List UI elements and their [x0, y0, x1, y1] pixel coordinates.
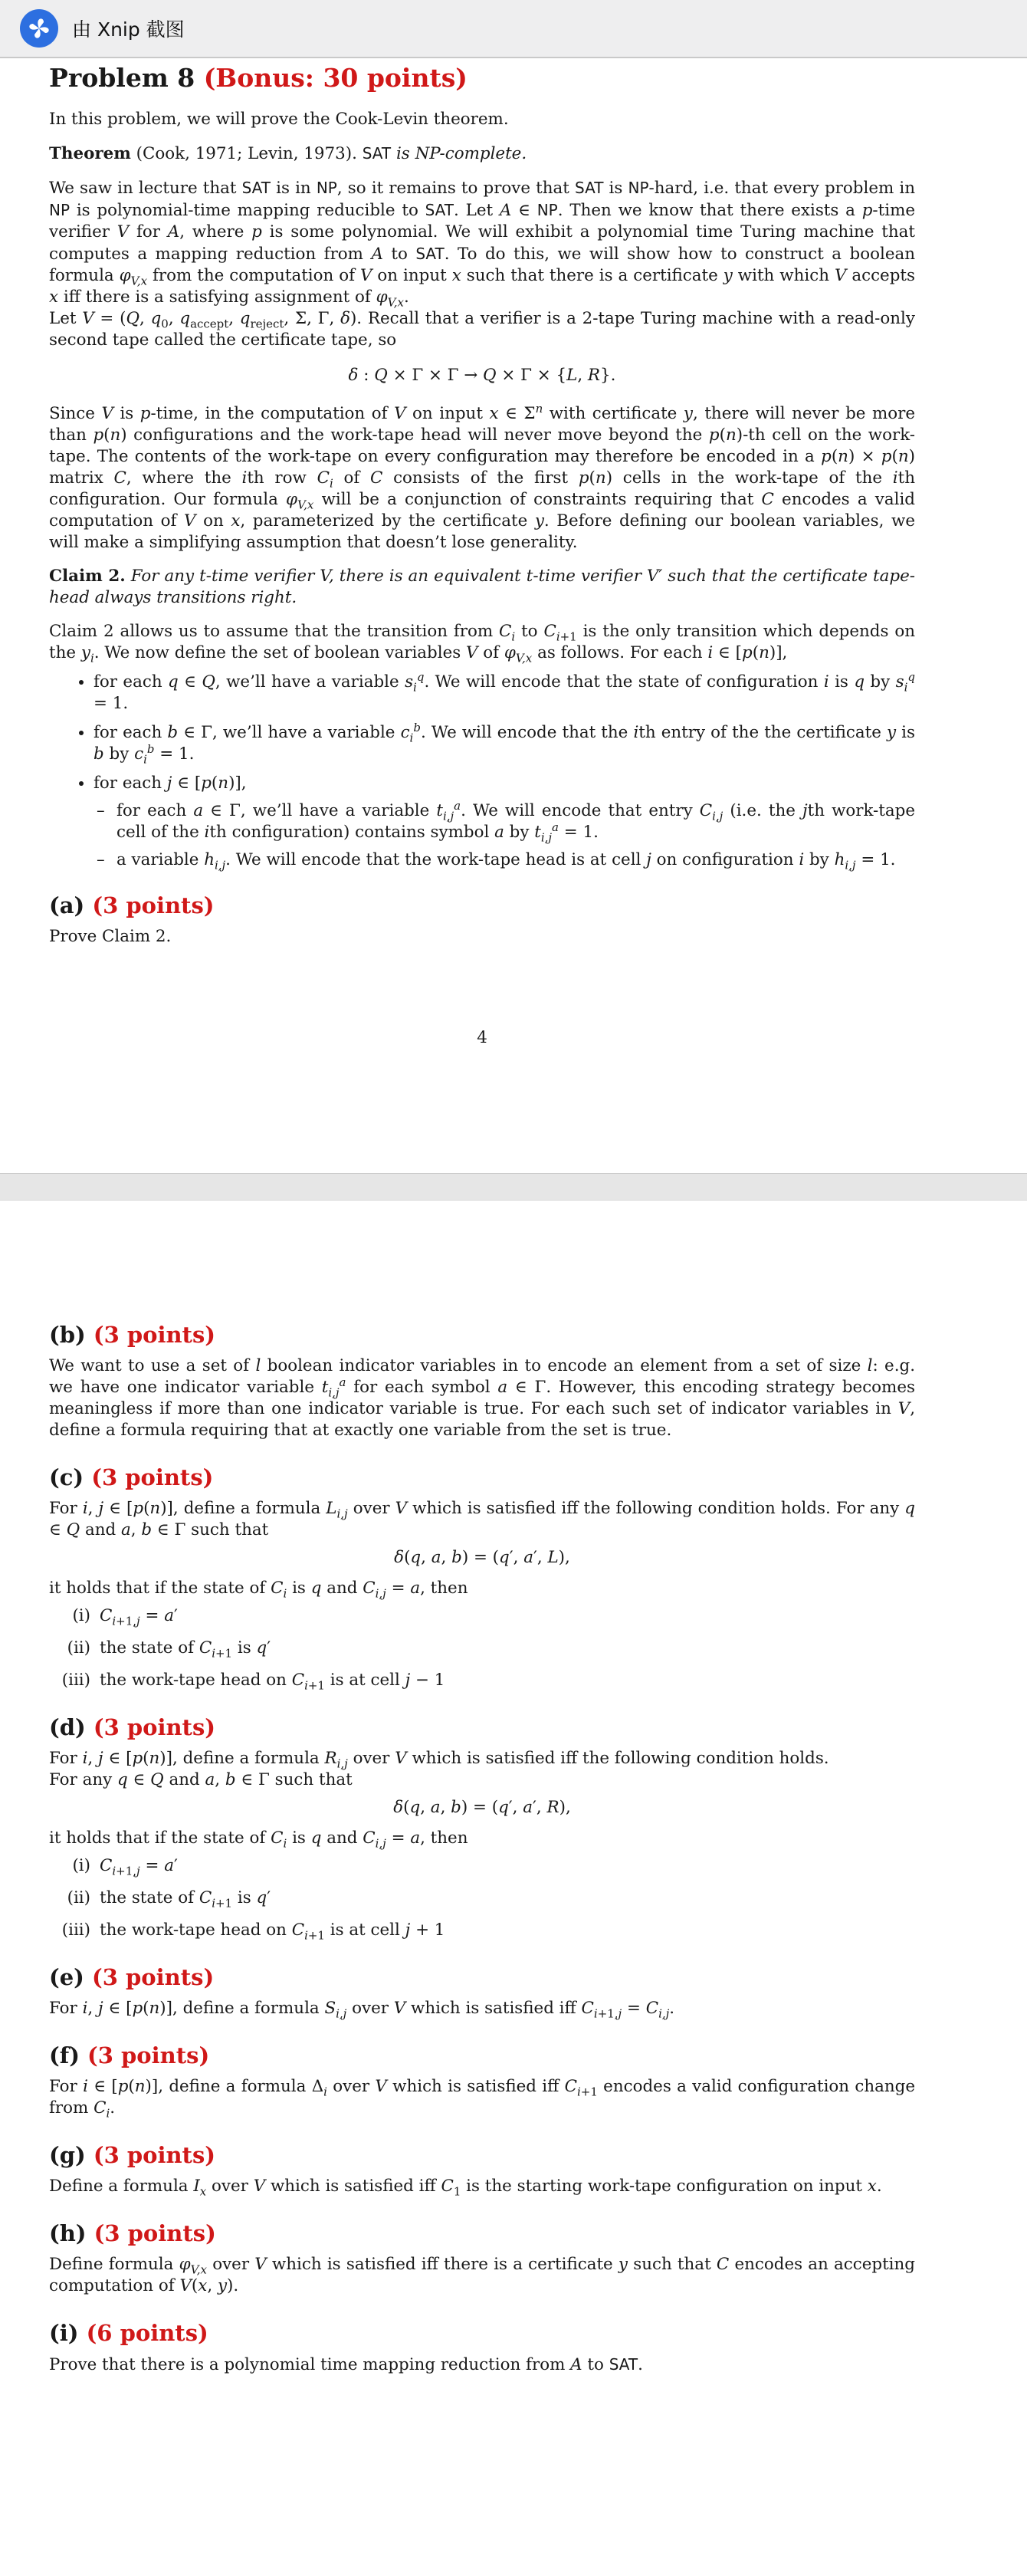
- part-c-conditions-list: [49, 1605, 915, 1691]
- part-i: [49, 2318, 915, 2376]
- app-title: 由 Xnip 截图: [72, 18, 185, 41]
- problem-title: Problem 8: [49, 63, 195, 93]
- part-d-conditions-list: [49, 1855, 915, 1941]
- part-d-condition: it holds that if the state of $C_i$ is q and $C_{i,j} = a$, then: [49, 1829, 468, 1851]
- theorem-body: is NP-complete.: [395, 144, 527, 163]
- part-i-text: Prove that there is a polynomial time mapping reduction from A to SAT.: [49, 2355, 643, 2374]
- part-e-heading: (e) (3 points): [49, 1964, 215, 1990]
- part-a: [49, 891, 915, 948]
- transition-function-equation: δ : Q × Γ × Γ → Q × Γ × {L, R}.: [348, 366, 616, 385]
- theorem-citation: (Cook, 1971; Levin, 1973).: [136, 144, 357, 163]
- part-c-condition: it holds that if the state of $C_i$ is q and $C_{i,j} = a$, then: [49, 1579, 468, 1601]
- problem-points: (Bonus: 30 points): [203, 63, 468, 93]
- intro-paragraph: In this problem, we will prove the Cook-Levin theorem.: [49, 110, 509, 129]
- part-g-heading: (g) (3 points): [49, 2142, 216, 2168]
- list-item: (ii) the state of $C_{i+1}$ is q′: [67, 1638, 271, 1661]
- page-number: 4: [477, 1028, 487, 1047]
- list-item: – for each a ∈ Γ, we’ll have a variable $t_{i,j}^a$. We will encode that entry $C_{i,j}$ (i.e. the jth work-tape cell of the ith configuration) contains symbol a by $t_{i,j}^a = 1$.: [116, 800, 915, 843]
- part-c-heading: (c) (3 points): [49, 1464, 214, 1490]
- variables-intro-paragraph: Claim 2 allows us to assume that the transition from $C_i$ to $C_{i+1}$ is the only transition which depends on the $y_i$. We now define the set of boolean variables V of $\varphi_{V,x}$ as follows. For each i ∈ [p(n)],: [49, 622, 915, 665]
- list-item: (iii) the work-tape head on $C_{i+1}$ is at cell j − 1: [61, 1671, 445, 1693]
- theorem-label: Theorem: [49, 144, 131, 163]
- right-transition-equation: δ(q, a, b) = (q′, a′, R),: [393, 1798, 571, 1817]
- list-item: • for each b ∈ Γ, we’ll have a variable $c_i^b$. We will encode that the ith entry of the the certificate y is b by $c_i^b = 1$.: [94, 722, 915, 765]
- list-item: – a variable $h_{i,j}$. We will encode that the work-tape head is at cell j on configuration i by $h_{i,j} = 1$.: [116, 849, 915, 871]
- proof-setup-paragraph: We saw in lecture that SAT is in NP, so it remains to prove that SAT is NP-hard, i.e. that every problem in NP is polynomial-time mapping reducible to SAT. Let A ∈ NP. Then we know that there exists a p-time verifier V for A, where p is some polynomial. We will exhibit a polynomial time Turing machine that computes a mapping reduction from A to SAT. To do this, we will show how to construct a boolean formula $\varphi_{V,x}$ from the computation of V on input x such that there is a certificate y with which V accepts x iff there is a satisfying assignment of $\varphi_{V,x}$.: [49, 179, 916, 310]
- part-i-heading: (i) (6 points): [49, 2320, 208, 2346]
- part-f-text: For i ∈ [p(n)], define a formula $\Delta_i$ over V which is satisfied iff $C_{i+1}$ encodes a valid configuration change from $C_i$.: [49, 2077, 916, 2121]
- list-item: • for each j ∈ [p(n)], – for each a ∈ Γ, we’ll have a variable $t_{i,j}^a$. We will encode that entry $C_{i,j}$ (i.e. the jth work-tape cell of the ith configuration) contains symbol a by $t_{i,j}^a = 1$. – a variable $h_{i,j}$. We will encode that the work-tape head is at cell j on configuration i by $h_{i,j} = 1$.: [94, 773, 915, 871]
- part-g: [49, 2141, 915, 2197]
- configuration-matrix-paragraph: Since V is p-time, in the computation of V on input x ∈ $\Sigma^n$ with certificate y, there will never be more than p(n) configurations and the work-tape head will never move beyond the p(n)-th cell on the work-tape. The contents of the work-tape on every configuration may therefore be encoded in a p(n) × p(n) matrix C, where the ith row $C_i$ of C consists of the first p(n) cells in the work-tape of the ith configuration. Our formula $\varphi_{V,x}$ will be a conjunction of constraints requiring that C encodes a valid computation of V on x, parameterized by the certificate y. Before defining our boolean variables, we will make a simplifying assumption that doesn’t lose generality.: [49, 401, 916, 552]
- part-f-heading: (f) (3 points): [49, 2042, 210, 2068]
- part-c: [49, 1463, 915, 1691]
- part-a-heading: (a) (3 points): [49, 892, 215, 918]
- part-e-text: For i, j ∈ [p(n)], define a formula $S_{i,j}$ over V which is satisfied iff $C_{i+1,j} = C_{i,j}$.: [49, 1999, 675, 2021]
- part-b-text: We want to use a set of l boolean indicator variables in to encode an element from a set of size l: e.g. we have one indicator variable $t_{i,j}^a$ for each symbol a ∈ Γ. However, this encoding strategy becomes meaningless if more than one indicator variable is true. For each such set of indicator variables in V, define a formula requiring that at exactly one variable from the set is true.: [49, 1356, 915, 1440]
- theorem-statement: Theorem (Cook, 1971; Levin, 1973). SAT is NP-complete.: [49, 144, 527, 163]
- sub-variable-list: [94, 800, 915, 871]
- part-h: [49, 2219, 915, 2297]
- part-a-text: Prove Claim 2.: [49, 927, 172, 946]
- list-item: • for each q ∈ Q, we’ll have a variable $s_i^q$. We will encode that the state of configuration i is q by $s_i^q = 1$.: [94, 672, 915, 715]
- list-item: (i) $C_{i+1,j} = a'$: [72, 1856, 178, 1878]
- part-d-heading: (d) (3 points): [49, 1714, 216, 1740]
- part-d: [49, 1713, 915, 1941]
- part-f: [49, 2041, 915, 2119]
- window-titlebar: [0, 0, 1027, 58]
- part-c-text: For i, j ∈ [p(n)], define a formula $L_{i,j}$ over V which is satisfied iff the following condition holds. For any q ∈ Q and a, b ∈ Γ such that: [49, 1499, 915, 1539]
- part-e: [49, 1963, 915, 2019]
- left-transition-equation: δ(q, a, b) = (q′, a′, L),: [394, 1548, 570, 1567]
- pinwheel-icon: [20, 9, 58, 48]
- variable-list: [49, 669, 915, 872]
- part-g-text: Define a formula $I_x$ over V which is satisfied iff $C_1$ is the starting work-tape configuration on input x.: [49, 2177, 882, 2199]
- claim-2: Claim 2. For any t-time verifier V, there is an equivalent t-time verifier V′ such that the certificate tape-head always transitions right.: [49, 567, 915, 607]
- document-page-5: [49, 1320, 915, 2388]
- verifier-definition-paragraph: Let V = (Q, $q_0$, $q_{accept}$, $q_{reject}$, Σ, Γ, δ). Recall that a verifier is a 2-tape Turing machine with a read-only second tape called the certificate tape, so: [49, 309, 915, 350]
- part-d-text: For i, j ∈ [p(n)], define a formula $R_{i,j}$ over V which is satisfied iff the following condition holds. For any q ∈ Q and a, b ∈ Γ such that: [49, 1749, 829, 1789]
- problem-heading: [49, 61, 915, 95]
- page-separator: [0, 1173, 1027, 1201]
- list-item: (ii) the state of $C_{i+1}$ is q′: [67, 1888, 271, 1911]
- part-h-text: Define formula $\varphi_{V,x}$ over V which is satisfied iff there is a certificate y such that C encodes an accepting computation of V(x, y).: [49, 2255, 915, 2295]
- part-b-heading: (b) (3 points): [49, 1322, 216, 1348]
- part-b: [49, 1320, 915, 1441]
- list-item: (i) $C_{i+1,j} = a'$: [72, 1606, 178, 1628]
- document-page-4: [49, 61, 915, 1049]
- list-item: (iii) the work-tape head on $C_{i+1}$ is at cell j + 1: [61, 1921, 445, 1943]
- part-h-heading: (h) (3 points): [49, 2220, 216, 2246]
